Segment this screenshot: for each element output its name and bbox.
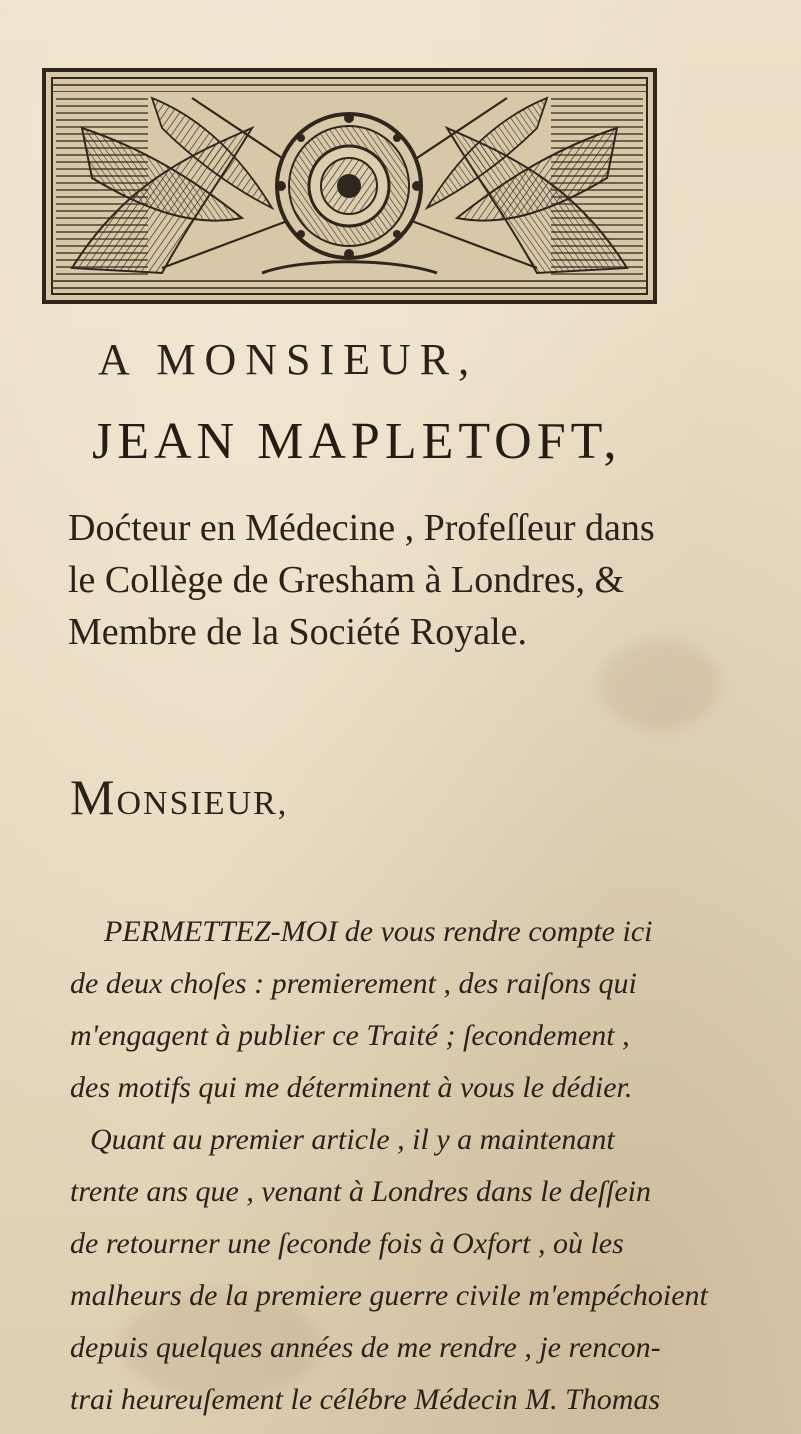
body-line: de deux choſes : premierement , des raiſons qui: [70, 967, 637, 1000]
body-line: malheurs de la premiere guerre civile m'empéchoient: [70, 1279, 708, 1312]
dedication-heading: A MONSIEUR,: [98, 335, 479, 384]
salutation: [70, 768, 288, 826]
dedicatee-title-line: le Collège de Gresham à Londres, &: [68, 559, 625, 601]
dedicatee-title-line: Doćteur en Médecine , Profeſſeur dans: [68, 507, 655, 549]
body-line: PERMETTEZ-MOI de vous rendre compte ici: [104, 915, 653, 948]
body-line: des motifs qui me déterminent à vous le dédier.: [70, 1071, 633, 1104]
salutation-initial: M: [70, 769, 117, 825]
body-line: de retourner une ſeconde fois à Oxfort , où les: [70, 1227, 624, 1260]
letter-body: [70, 906, 750, 1426]
salutation-rest: ONSIEUR,: [116, 785, 289, 822]
body-line: Quant au premier article , il y a maintenant: [90, 1123, 615, 1156]
body-line: trente ans que , venant à Londres dans le deſſein: [70, 1175, 652, 1208]
body-line: m'engagent à publier ce Traité ; ſecondement ,: [70, 1019, 630, 1052]
dedicatee-name: JEAN MAPLETOFT,: [92, 413, 622, 470]
body-line: depuis quelques années de me rendre , je rencon-: [70, 1331, 661, 1364]
dedicatee-titles: [68, 502, 718, 658]
ornamental-headpiece-icon: [42, 68, 657, 304]
dedicatee-title-line: Membre de la Société Royale.: [68, 611, 528, 653]
body-line: trai heureuſement le célébre Médecin M. Thomas: [70, 1383, 661, 1416]
